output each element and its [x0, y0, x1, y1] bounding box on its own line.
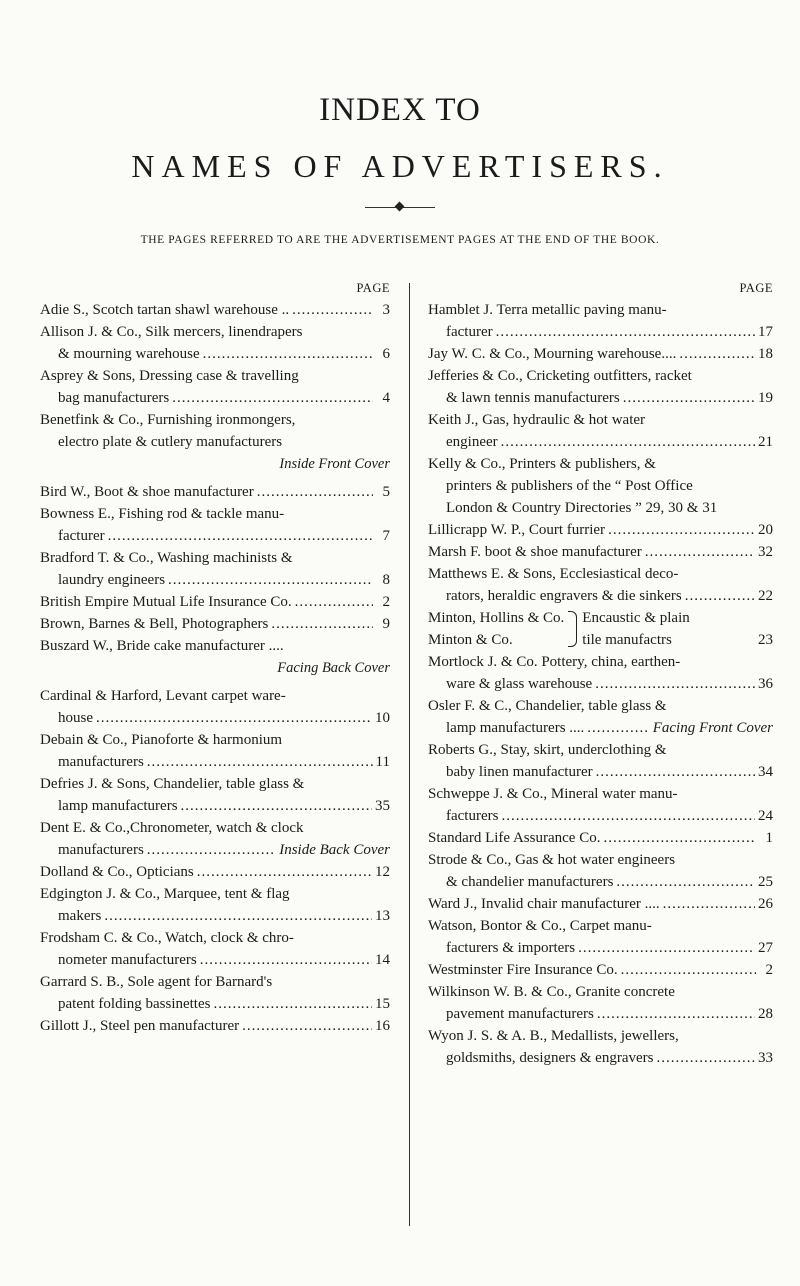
entry-line: [428, 563, 773, 585]
index-entry: [428, 893, 773, 915]
entry-text: Strode & Co., Gas & hot water engineers: [428, 852, 676, 868]
dot-leader: [623, 387, 755, 409]
right-index-column: [428, 277, 773, 1069]
dot-leader: [645, 541, 755, 563]
entry-line: [428, 739, 773, 761]
entry-text: British Empire Mutual Life Insurance Co.: [40, 594, 292, 610]
entry-text: Dent E. & Co.,Chronometer, watch & clock: [40, 820, 304, 836]
dot-leader: [168, 569, 373, 591]
entry-line: [428, 497, 773, 519]
entry-line: [428, 981, 773, 1003]
entry-text: engineer: [446, 434, 498, 450]
dot-leader: [104, 905, 372, 927]
entry-text: bag manufacturers: [58, 390, 170, 406]
column-divider: [409, 283, 410, 1226]
index-entry: [428, 409, 773, 453]
dot-leader: [685, 585, 755, 607]
entry-text: Jefferies & Co., Cricketing outfitters, racket: [428, 368, 692, 384]
entry-line: [40, 503, 390, 525]
entry-page: 1: [765, 830, 773, 846]
diamond-icon: [395, 202, 405, 212]
dot-leader: [108, 525, 373, 547]
index-entry: [428, 959, 773, 981]
entry-text: Kelly & Co., Printers & publishers, &: [428, 456, 656, 472]
index-entry: [40, 299, 390, 321]
entry-page: 27: [758, 940, 773, 956]
entry-line: [428, 651, 773, 673]
index-entry: [40, 773, 390, 817]
entry-line: [40, 839, 390, 861]
index-entry: [428, 607, 773, 651]
entry-text: Roberts G., Stay, skirt, underclothing &: [428, 742, 667, 758]
entry-page: 6: [382, 346, 390, 362]
dot-leader: [496, 321, 755, 343]
dot-leader: [213, 993, 372, 1015]
entry-text: Brown, Barnes & Bell, Photographers: [40, 616, 269, 632]
page-column-header: PAGE: [356, 281, 390, 295]
entry-text: Encaustic & plain: [582, 610, 690, 626]
entry-text: Watson, Bontor & Co., Carpet manu-: [428, 918, 652, 934]
index-entry: [428, 453, 773, 519]
index-entry: [428, 827, 773, 849]
index-entry: [40, 321, 390, 365]
dot-leader: [501, 431, 755, 453]
entry-line: [428, 893, 773, 915]
index-entry: [40, 613, 390, 635]
entry-text: facturers: [446, 808, 499, 824]
entry-line: [40, 817, 390, 839]
index-entry: [428, 695, 773, 739]
entry-text: Edgington J. & Co., Marquee, tent & flag: [40, 886, 290, 902]
left-index-column: [40, 277, 390, 1037]
brace-names: [428, 607, 564, 651]
index-entry: [40, 503, 390, 547]
entry-page: 35: [375, 798, 390, 814]
entry-page: 32: [758, 544, 773, 560]
entry-text: & chandelier manufacturers: [446, 874, 614, 890]
entry-line: [40, 409, 390, 431]
entry-text: Gillott J., Steel pen manufacturer: [40, 1018, 240, 1034]
entry-line: [40, 883, 390, 905]
entry-line: [428, 585, 773, 607]
entry-page: 19: [758, 390, 773, 406]
dot-leader: [608, 519, 755, 541]
entry-line: [428, 321, 773, 343]
entry-page: 12: [375, 864, 390, 880]
index-entry: [428, 739, 773, 783]
entry-line: [582, 629, 773, 651]
index-entry: [40, 729, 390, 773]
index-entry: [428, 343, 773, 365]
entry-text: baby linen manufacturer: [446, 764, 593, 780]
advertisers-title: NAMES OF ADVERTISERS.: [131, 148, 669, 184]
entry-page: 3: [382, 302, 390, 318]
dot-leader: [295, 591, 373, 613]
entry-line: [428, 409, 773, 431]
entry-line: [40, 905, 390, 927]
dot-leader: [621, 959, 756, 981]
entry-text: Asprey & Sons, Dressing case & travelling: [40, 368, 299, 384]
entry-line: [428, 343, 773, 365]
entry-text: Jay W. C. & Co., Mourning warehouse....: [428, 346, 677, 362]
dot-leader: [679, 343, 755, 365]
entry-page: 33: [758, 1050, 773, 1066]
entry-text: Debain & Co., Pianoforte & harmonium: [40, 732, 283, 748]
entry-page: 8: [382, 572, 390, 588]
entry-line: [428, 871, 773, 893]
entry-name: Minton & Co.: [428, 632, 513, 648]
entry-line: [428, 431, 773, 453]
entry-page: 13: [375, 908, 390, 924]
entry-text: laundry engineers: [58, 572, 166, 588]
dot-leader: [603, 827, 756, 849]
entry-line: [428, 299, 773, 321]
entry-text: tile manufactrs: [582, 632, 672, 648]
entry-text: & lawn tennis manufacturers: [446, 390, 620, 406]
entry-line: [428, 937, 773, 959]
index-entry: [428, 981, 773, 1025]
entry-text: Osler F. & C., Chandelier, table glass &: [428, 698, 667, 714]
entry-line: [428, 475, 773, 497]
dot-leader: [200, 949, 372, 971]
entry-page: 24: [758, 808, 773, 824]
entry-text: Garrard S. B., Sole agent for Barnard's: [40, 974, 273, 990]
entry-text: Benetfink & Co., Furnishing ironmongers,: [40, 412, 296, 428]
entry-page: 9: [382, 616, 390, 632]
index-title: INDEX TO: [319, 92, 481, 128]
entry-line: [40, 729, 390, 751]
entry-text: ware & glass warehouse: [446, 676, 593, 692]
entry-line: [40, 1015, 390, 1037]
entry-line: [40, 613, 390, 635]
entry-line: [428, 783, 773, 805]
entry-line: [40, 547, 390, 569]
entry-line: [40, 481, 390, 503]
entry-text: Buszard W., Bride cake manufacturer ....: [40, 638, 284, 654]
index-entry: [40, 883, 390, 927]
entry-facing-page: Inside Back Cover: [279, 842, 390, 858]
entry-text: printers & publishers of the “ Post Office: [446, 478, 693, 494]
index-entry: [428, 783, 773, 827]
entry-page: 36: [758, 676, 773, 692]
subtitle-note: THE PAGES REFERRED TO ARE THE ADVERTISEMENT PAGES AT THE END OF THE BOOK.: [140, 234, 660, 246]
entry-page: 5: [382, 484, 390, 500]
entry-text: facturers & importers: [446, 940, 576, 956]
brace-description: [582, 607, 773, 651]
entry-text: lamp manufacturers: [58, 798, 178, 814]
dot-leader: [501, 805, 755, 827]
index-entry: [40, 971, 390, 1015]
index-entry: [40, 685, 390, 729]
brace-mark: [568, 611, 577, 647]
dot-leader: [203, 343, 373, 365]
dot-leader: [96, 707, 372, 729]
entry-facing-page: Inside Front Cover: [279, 456, 390, 472]
entry-page: 23: [758, 632, 773, 648]
entry-text: Adie S., Scotch tartan shawl warehouse ..: [40, 302, 290, 318]
index-entry: [40, 591, 390, 613]
page-column-header: PAGE: [739, 281, 773, 295]
dot-leader: [172, 387, 373, 409]
entry-line: [428, 717, 773, 739]
index-entry: [40, 927, 390, 971]
index-entry: [40, 635, 390, 679]
entry-line: [582, 607, 773, 629]
entry-page: 34: [758, 764, 773, 780]
entry-line: [428, 365, 773, 387]
entry-line: [40, 949, 390, 971]
entry-text: manufacturers: [58, 754, 144, 770]
entry-text: facturer: [58, 528, 105, 544]
entry-page: 20: [758, 522, 773, 538]
entry-line: [40, 707, 390, 729]
dot-leader: [147, 839, 276, 861]
entry-line: [428, 519, 773, 541]
entry-text: Standard Life Assurance Co.: [428, 830, 601, 846]
index-entry: [40, 547, 390, 591]
entry-text: electro plate & cutlery manufacturers: [58, 434, 283, 450]
dot-leader: [147, 751, 373, 773]
entry-text: Bradford T. & Co., Washing machinists &: [40, 550, 293, 566]
entry-text: Mortlock J. & Co. Pottery, china, earthen-: [428, 654, 681, 670]
entry-text: Wilkinson W. B. & Co., Granite concrete: [428, 984, 675, 1000]
index-entry: [428, 849, 773, 893]
entry-page: 4: [382, 390, 390, 406]
entry-line: [40, 971, 390, 993]
entry-text: Cardinal & Harford, Levant carpet ware-: [40, 688, 286, 704]
entry-text: Marsh F. boot & shoe manufacturer: [428, 544, 642, 560]
brace-entry: [428, 607, 773, 651]
index-entry: [428, 541, 773, 563]
entry-text: Wyon J. S. & A. B., Medallists, jewellers,: [428, 1028, 679, 1044]
dot-leader: [292, 299, 373, 321]
entry-text: house: [58, 710, 93, 726]
entry-page: 25: [758, 874, 773, 890]
entry-text: Frodsham C. & Co., Watch, clock & chro-: [40, 930, 294, 946]
dot-leader: [578, 937, 755, 959]
dot-leader: [181, 795, 372, 817]
entry-text: Bird W., Boot & shoe manufacturer: [40, 484, 254, 500]
dot-leader: [595, 673, 755, 695]
dot-leader: [597, 1003, 755, 1025]
entry-line: [40, 795, 390, 817]
dot-leader: [242, 1015, 372, 1037]
dot-leader: [663, 893, 755, 915]
entry-text: Schweppe J. & Co., Mineral water manu-: [428, 786, 678, 802]
entry-text: Westminster Fire Insurance Co.: [428, 962, 618, 978]
entry-line: [428, 805, 773, 827]
entry-line: [40, 591, 390, 613]
dot-leader: [257, 481, 373, 503]
entry-line: [428, 695, 773, 717]
dot-leader: [197, 861, 372, 883]
dot-leader: [587, 717, 649, 739]
entry-line: [40, 525, 390, 547]
index-entry: [428, 299, 773, 343]
entry-line: [40, 365, 390, 387]
entry-text: pavement manufacturers: [446, 1006, 594, 1022]
entry-text: Dolland & Co., Opticians: [40, 864, 194, 880]
entry-text: lamp manufacturers ....: [446, 720, 585, 736]
entry-line: [40, 299, 390, 321]
entry-line: [40, 685, 390, 707]
entry-text: goldsmiths, designers & engravers: [446, 1050, 654, 1066]
entry-line: [428, 849, 773, 871]
entry-line: [40, 773, 390, 795]
entry-line: [428, 959, 773, 981]
entry-line: [428, 1003, 773, 1025]
dot-leader: [616, 871, 755, 893]
entry-text: patent folding bassinettes: [58, 996, 211, 1012]
index-entry: [428, 915, 773, 959]
dot-leader: [596, 761, 755, 783]
ornament-divider: [365, 202, 435, 214]
entry-text: makers: [58, 908, 102, 924]
entry-line: [428, 761, 773, 783]
entry-text: Matthews E. & Sons, Ecclesiastical deco-: [428, 566, 679, 582]
entry-line: [428, 541, 773, 563]
entry-line: [40, 993, 390, 1015]
entry-line: [40, 751, 390, 773]
entry-text: & mourning warehouse: [58, 346, 200, 362]
entry-facing-page: Facing Front Cover: [652, 720, 773, 736]
index-entry: [428, 563, 773, 607]
entry-line: [40, 387, 390, 409]
entry-page: 18: [758, 346, 773, 362]
entry-line: [428, 1025, 773, 1047]
entry-page: 16: [375, 1018, 390, 1034]
entry-page: 2: [765, 962, 773, 978]
entry-line: [40, 343, 390, 365]
index-entry: [428, 365, 773, 409]
index-entry: [40, 365, 390, 409]
dot-leader: [656, 1047, 755, 1069]
index-entry: [428, 1025, 773, 1069]
entry-page: 11: [375, 754, 390, 770]
entry-text: Keith J., Gas, hydraulic & hot water: [428, 412, 646, 428]
entry-text: facturer: [446, 324, 493, 340]
entry-text: Hamblet J. Terra metallic paving manu-: [428, 302, 667, 318]
entry-text: rators, heraldic engravers & die sinkers: [446, 588, 682, 604]
entry-text: Defries J. & Sons, Chandelier, table glass &: [40, 776, 305, 792]
entry-line: [428, 915, 773, 937]
entry-line: [40, 321, 390, 343]
entry-page: 21: [758, 434, 773, 450]
entry-text: manufacturers: [58, 842, 144, 858]
entry-page: 14: [375, 952, 390, 968]
entry-line: [40, 569, 390, 591]
entry-line: [40, 861, 390, 883]
entry-text: London & Country Directories ” 29, 30 & 31: [446, 500, 718, 516]
dot-leader: [271, 613, 373, 635]
entry-text: Lillicrapp W. P., Court furrier: [428, 522, 606, 538]
entry-line: [428, 1047, 773, 1069]
entry-page: 28: [758, 1006, 773, 1022]
entry-page: 7: [382, 528, 390, 544]
entry-text: Bowness E., Fishing rod & tackle manu-: [40, 506, 285, 522]
entry-name: Minton, Hollins & Co.: [428, 610, 565, 626]
entry-page: 26: [758, 896, 773, 912]
entry-page: 17: [758, 324, 773, 340]
entry-line: [428, 673, 773, 695]
entry-page: 22: [758, 588, 773, 604]
entry-page: 10: [375, 710, 390, 726]
entry-text: nometer manufacturers: [58, 952, 197, 968]
entry-line: [428, 453, 773, 475]
entry-page: 15: [375, 996, 390, 1012]
index-entry: [40, 409, 390, 475]
index-entry: [40, 817, 390, 861]
entry-page: 2: [382, 594, 390, 610]
index-entry: [40, 861, 390, 883]
entry-text: Allison J. & Co., Silk mercers, linendrapers: [40, 324, 303, 340]
index-entry: [428, 651, 773, 695]
entry-text: Ward J., Invalid chair manufacturer ....: [428, 896, 660, 912]
entry-line: [40, 635, 390, 657]
entry-line: [428, 827, 773, 849]
entry-line: [40, 431, 390, 453]
index-entry: [40, 1015, 390, 1037]
index-entry: [428, 519, 773, 541]
entry-line: [428, 387, 773, 409]
index-entry: [40, 481, 390, 503]
entry-line: [40, 927, 390, 949]
entry-facing-page: Facing Back Cover: [277, 660, 390, 676]
